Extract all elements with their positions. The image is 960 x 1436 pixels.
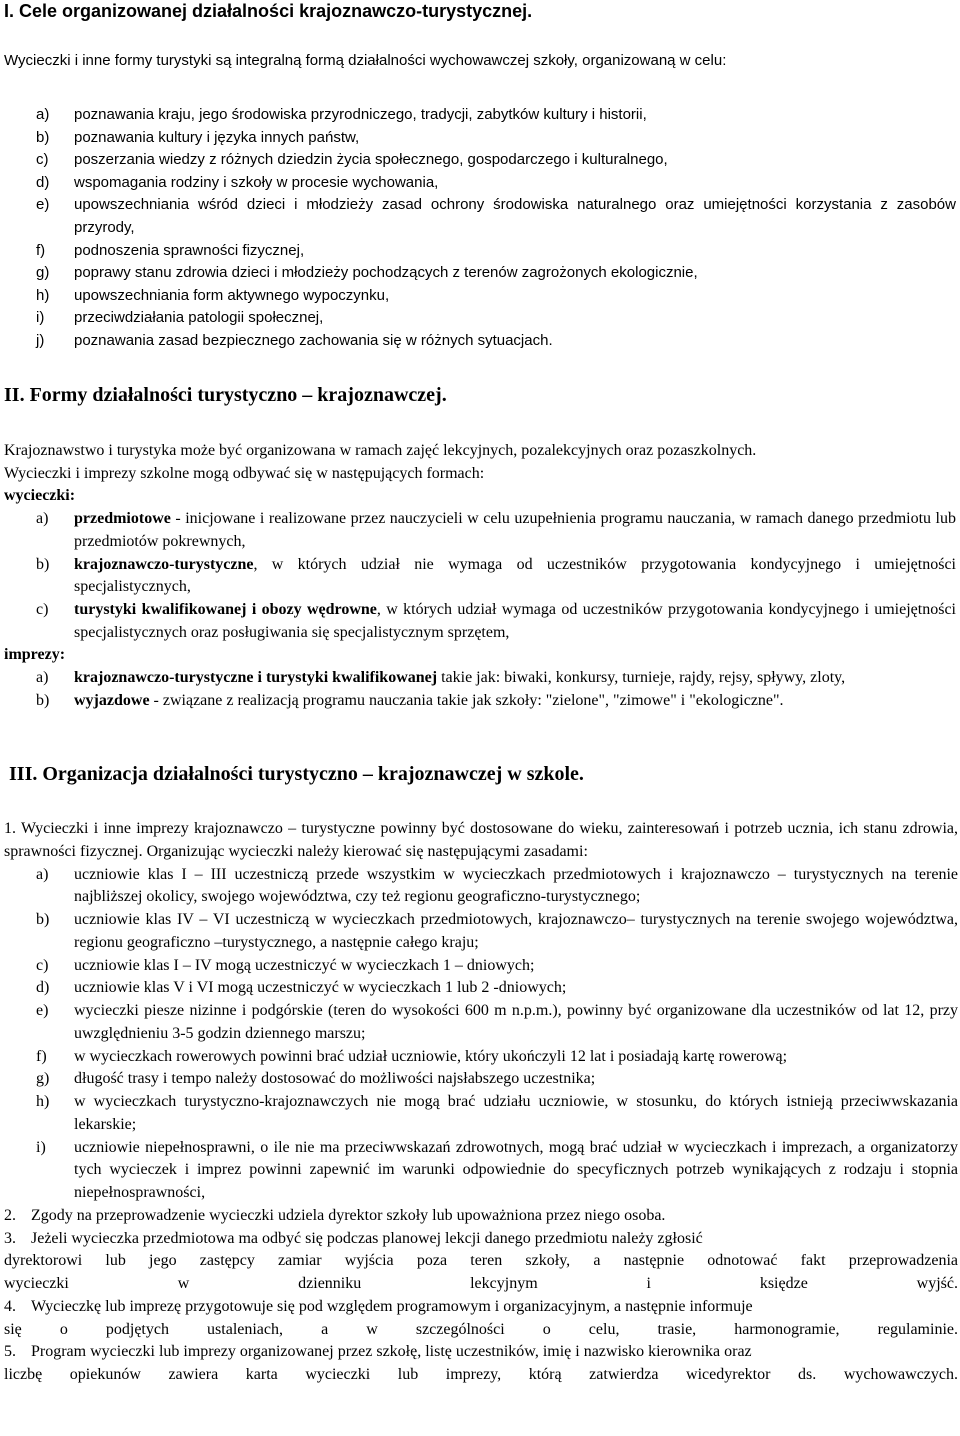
list-marker: f) — [36, 1047, 47, 1065]
list-item — [4, 667, 956, 690]
section-3-paragraph-5 — [4, 1341, 958, 1364]
list-item-text: uczniowie klas V i VI mogą uczestniczyć w wycieczkach 1 lub 2 -dniowych; — [74, 979, 567, 997]
list-item-bold: wyjazdowe — [74, 691, 150, 709]
section-3-rules-list — [4, 864, 958, 1205]
section-1-heading: I. Cele organizowanej działalności krajoznawczo-turystycznej. — [4, 1, 533, 21]
list-marker: d) — [36, 979, 50, 997]
list-item — [4, 1068, 958, 1091]
section-3-paragraph-2 — [4, 1205, 958, 1228]
list-item-bold: turystyki kwalifikowanej i obozy wędrowne — [74, 600, 377, 618]
list-item — [4, 955, 958, 978]
section-3-paragraph-1: 1. Wycieczki i inne imprezy krajoznawczo – turystyczne powinny być dostosowane do wieku, zainteresowań i potrzeb ucznia, ich stanu zdrowia, sprawności fizycznej. Organizując wycieczki należy kierować się następującymi zasadami: — [4, 820, 958, 860]
list-item — [4, 1046, 958, 1069]
section-3-paragraph-3 — [4, 1228, 958, 1251]
list-item — [4, 127, 956, 150]
list-marker: c) — [36, 151, 49, 169]
list-item — [4, 977, 958, 1000]
list-marker: e) — [36, 196, 50, 214]
list-marker: i) — [36, 1138, 46, 1156]
list-item — [4, 262, 956, 285]
list-item — [4, 508, 956, 553]
section-1-goals-list — [4, 104, 956, 353]
list-item-text: poznawania kraju, jego środowiska przyrodniczego, tradycji, zabytków kultury i historii, — [74, 106, 647, 123]
imprezy-label: imprezy: — [4, 646, 66, 664]
list-item-bold: przedmiotowe — [74, 510, 171, 528]
paragraph-line: dyrektorowi lub jego zastępcy zamiar wyjścia poza teren szkoły, a następnie odnotować fakt przeprowadzenia — [4, 1252, 958, 1270]
paragraph-text: Jeżeli wycieczka przedmiotowa ma odbyć się podczas planowej lekcji danego przedmiotu należy zgłosić — [31, 1229, 703, 1247]
list-item — [4, 909, 958, 955]
list-marker: a) — [36, 106, 50, 123]
list-marker: i) — [36, 309, 45, 327]
list-item — [4, 1000, 958, 1046]
list-marker: f) — [36, 241, 46, 259]
list-item — [4, 194, 956, 239]
list-marker: g) — [36, 1070, 50, 1088]
paragraph-number: 3. — [4, 1229, 16, 1247]
list-marker: j) — [36, 331, 45, 349]
list-marker: b) — [36, 128, 50, 146]
list-item-text: w wycieczkach turystyczno-krajoznawczych nie mogą brać udziału uczniowie, w stosunku, do których istnieją przeciwwskazania lekarskie; — [74, 1093, 958, 1133]
list-item — [4, 554, 956, 599]
list-item-text: takie jak: biwaki, konkursy, turnieje, rajdy, rejsy, spływy, zloty, — [437, 669, 846, 687]
list-item — [4, 864, 958, 910]
list-item-text: wspomagania rodziny i szkoły w procesie wychowania, — [74, 173, 439, 191]
section-3-heading: III. Organizacja działalności turystyczno – krajoznawczej w szkole. — [9, 763, 584, 785]
paragraph-number: 5. — [4, 1343, 16, 1361]
list-item — [4, 599, 956, 644]
list-marker: g) — [36, 264, 50, 282]
list-marker: d) — [36, 173, 50, 191]
list-item — [4, 172, 956, 195]
section-2-paragraph: Wycieczki i imprezy szkolne mogą odbywać się w następujących formach: — [4, 464, 485, 482]
list-marker: h) — [36, 1093, 50, 1110]
paragraph-number: 2. — [4, 1206, 16, 1224]
list-marker: a) — [36, 865, 49, 883]
list-marker: c) — [36, 956, 49, 974]
list-item-text: poznawania kultury i języka innych państw, — [74, 128, 360, 146]
list-marker: b) — [36, 691, 50, 709]
list-item-text: - inicjowane i realizowane przez nauczycieli w celu uzupełnienia programu nauczania, w ramach danego przedmiotu lub przedmiotów pokrewnych, — [74, 510, 956, 550]
list-item-text: uczniowie klas I – IV mogą uczestniczyć w wycieczkach 1 – dniowych; — [74, 956, 535, 974]
paragraph-text: Zgody na przeprowadzenie wycieczki udziela dyrektor szkoły lub upoważniona przez niego osoba. — [31, 1206, 666, 1224]
list-item-text: poznawania zasad bezpiecznego zachowania się w różnych sytuacjach. — [74, 331, 553, 349]
list-item — [4, 149, 956, 172]
section-2-heading: II. Formy działalności turystyczno – krajoznawczej. — [4, 384, 447, 406]
list-item — [4, 690, 956, 713]
list-item — [4, 104, 956, 127]
list-item-text: podnoszenia sprawności fizycznej, — [74, 241, 305, 259]
section-3-body — [4, 818, 958, 1387]
list-item — [4, 307, 956, 330]
list-marker: b) — [36, 911, 50, 928]
section-1-intro: Wycieczki i inne formy turystyki są integralną formą działalności wychowawczej szkoły, organizowaną w celu: — [4, 52, 727, 69]
list-item-text: - związane z realizacją programu nauczania takie jak szkoły: "zielone", "zimowe" i "ekologiczne". — [149, 691, 784, 709]
list-item-text: uczniowie klas I – III uczestniczą przede wszystkim w wycieczkach przedmiotowych i krajoznawczo – turystycznych na terenie najbliższej okolicy, swojego województwa, czy też regionu geograficzno-turystycznego; — [74, 865, 958, 906]
list-item-text: , w których udział wymaga od uczestników przygotowania kondycyjnego i umiejętności specjalistycznych oraz posługiwania się specjalistycznym sprzętem, — [74, 600, 956, 641]
list-marker: a) — [36, 669, 49, 687]
list-item-text: poprawy stanu zdrowia dzieci i młodzieży pochodzących z terenów zagrożonych ekologicznie, — [74, 264, 698, 282]
list-item-bold: krajoznawczo-turystyczne — [74, 555, 254, 573]
list-marker: b) — [36, 555, 50, 573]
imprezy-list — [4, 667, 956, 712]
list-item-bold: krajoznawczo-turystyczne i turystyki kwalifikowanej — [74, 669, 438, 687]
list-item — [4, 285, 956, 308]
list-marker: e) — [36, 1002, 49, 1019]
list-item-text: wycieczki piesze nizinne i podgórskie (teren do wysokości 600 m n.p.m.), powinny być organizowane dla uczestników od lat 12, przy uwzględnieniu 3-5 godzin dziennego marszu; — [74, 1002, 958, 1042]
list-item-text: uczniowie niepełnosprawni, o ile nie ma przeciwwskazań zdrowotnych, mogą brać udział w wycieczkach i imprezach, a organizatorzy tych wycieczek i imprez powinni zapewnić im warunki odpowiednie do specyficznych potrzeb wynikających z rodzaju i stopnia niepełnosprawności, — [74, 1138, 958, 1201]
paragraph-text: Program wycieczki lub imprezy organizowanej przez szkołę, listę uczestników, imię i nazwisko kierownika oraz — [31, 1343, 752, 1361]
list-marker: a) — [36, 510, 49, 528]
list-item — [4, 330, 956, 353]
section-3-paragraph-4 — [4, 1296, 958, 1319]
list-item-text: uczniowie klas IV – VI uczestniczą w wycieczkach przedmiotowych, krajoznawczo– turystycznych na terenie swojego województwa, regionu geograficzno –turystycznego, a następnie całego kraju; — [74, 911, 958, 951]
list-item-text: , w których udział nie wymaga od uczestników przygotowania kondycyjnego i umiejętności specjalistycznych, — [74, 555, 956, 596]
section-2-paragraph: Krajoznawstwo i turystyka może być organizowana w ramach zajęć lekcyjnych, pozalekcyjnych oraz pozaszkolnych. — [4, 442, 757, 459]
list-item-text: upowszechniania wśród dzieci i młodzieży zasad ochrony środowiska naturalnego oraz umiejętności korzystania z zasobów przyrody, — [74, 196, 956, 236]
section-2-body — [4, 440, 956, 712]
list-item-text: długość trasy i tempo należy dostosować do możliwości najsłabszego uczestnika; — [74, 1070, 596, 1088]
paragraph-line: liczbę opiekunów zawiera karta wycieczki lub imprezy, którą zatwierdza wicedyrektor ds. wychowawczych. — [4, 1366, 958, 1383]
list-item-text: poszerzania wiedzy z różnych dziedzin życia społecznego, gospodarczego i kulturalnego, — [74, 151, 668, 169]
paragraph-number: 4. — [4, 1297, 16, 1315]
list-item — [4, 1091, 958, 1137]
list-item-text: przeciwdziałania patologii społecznej, — [74, 309, 324, 327]
list-item-text: w wycieczkach rowerowych powinni brać udział uczniowie, który ukończyli 12 lat i posiadają kartę rowerową; — [74, 1047, 788, 1065]
paragraph-text: Wycieczkę lub imprezę przygotowuje się pod względem programowym i organizacyjnym, a następnie informuje — [31, 1297, 753, 1315]
list-item — [4, 1137, 958, 1205]
wycieczki-label: wycieczki: — [4, 487, 76, 505]
paragraph-line: wycieczki w dzienniku lekcyjnym i księdze wyjść. — [4, 1275, 958, 1292]
list-item — [4, 240, 956, 263]
wycieczki-list — [4, 508, 956, 644]
list-marker: h) — [36, 286, 50, 304]
paragraph-line: się o podjętych ustaleniach, a w szczególności o celu, trasie, harmonogramie, regulaminie. — [4, 1320, 958, 1338]
list-marker: c) — [36, 600, 49, 618]
list-item-text: upowszechniania form aktywnego wypoczynku, — [74, 286, 390, 304]
